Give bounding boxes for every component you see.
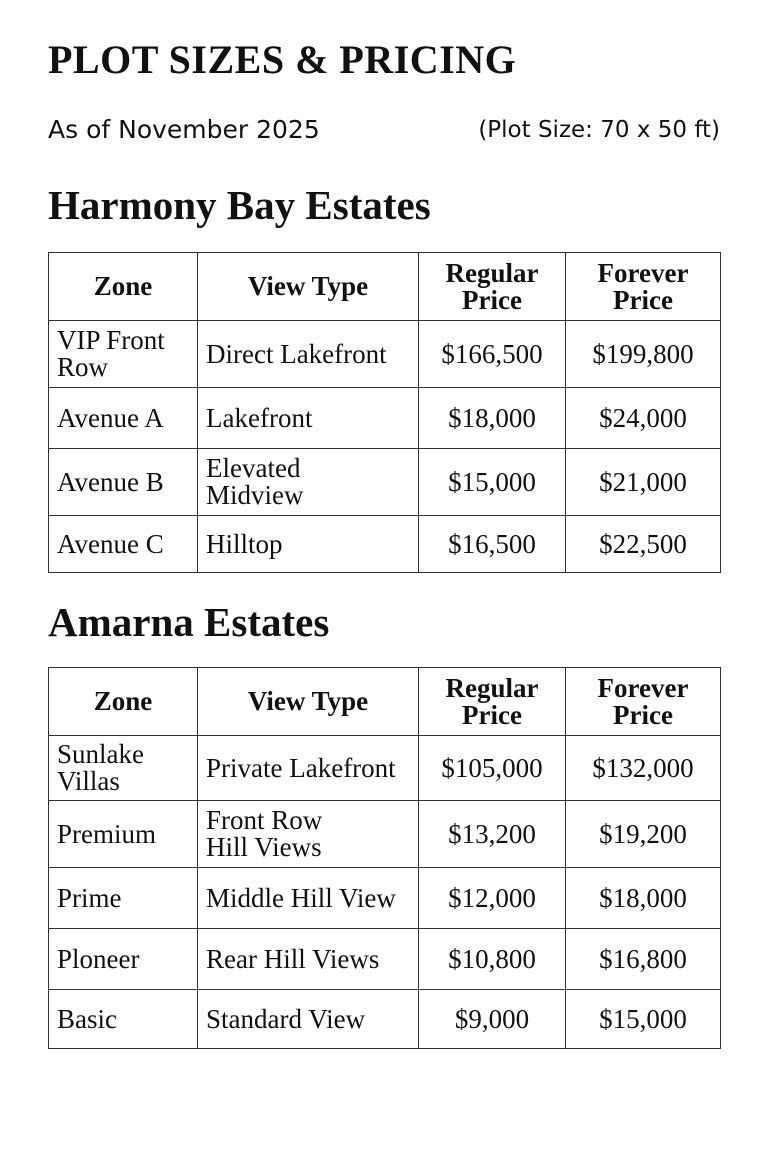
as-of-date: As of November 2025: [48, 115, 320, 144]
regular-price-cell: $18,000: [419, 388, 566, 449]
header-row: [49, 668, 721, 736]
view-type-cell: Private Lakefront: [198, 736, 419, 801]
column-header-zone: Zone: [49, 668, 198, 736]
table-row: [49, 990, 721, 1049]
regular-price-cell: $105,000: [419, 736, 566, 801]
column-header-view-type: View Type: [198, 253, 419, 321]
section-title-amarna: Amarna Estates: [48, 599, 330, 645]
view-type-cell: Elevated Midview: [198, 449, 419, 516]
zone-cell: Basic: [49, 990, 198, 1049]
table-row: [49, 321, 721, 388]
section-title-harmony-bay: Harmony Bay Estates: [48, 182, 431, 228]
pricing-table-harmony-bay: [48, 252, 721, 573]
column-header-forever-price: Forever Price: [566, 253, 721, 321]
forever-price-cell: $132,000: [566, 736, 721, 801]
forever-price-cell: $16,800: [566, 929, 721, 990]
regular-price-cell: $15,000: [419, 449, 566, 516]
table-row: [49, 801, 721, 868]
view-type-cell: Standard View: [198, 990, 419, 1049]
column-header-zone: Zone: [49, 253, 198, 321]
zone-cell: Avenue C: [49, 516, 198, 573]
regular-price-cell: $166,500: [419, 321, 566, 388]
zone-cell: Avenue B: [49, 449, 198, 516]
header-row: [49, 253, 721, 321]
view-type-cell: Middle Hill View: [198, 868, 419, 929]
plot-size-note: (Plot Size: 70 x 50 ft): [478, 117, 720, 143]
regular-price-cell: $16,500: [419, 516, 566, 573]
table-header: [49, 668, 721, 736]
zone-cell: Ploneer: [49, 929, 198, 990]
column-header-regular-price: Regular Price: [419, 668, 566, 736]
regular-price-cell: $10,800: [419, 929, 566, 990]
zone-cell: Avenue A: [49, 388, 198, 449]
table-row: [49, 388, 721, 449]
table-row: [49, 929, 721, 990]
forever-price-cell: $21,000: [566, 449, 721, 516]
column-header-forever-price: Forever Price: [566, 668, 721, 736]
view-type-cell: Hilltop: [198, 516, 419, 573]
forever-price-cell: $22,500: [566, 516, 721, 573]
table-header: [49, 253, 721, 321]
zone-cell: Prime: [49, 868, 198, 929]
forever-price-cell: $19,200: [566, 801, 721, 868]
regular-price-cell: $9,000: [419, 990, 566, 1049]
column-header-regular-price: Regular Price: [419, 253, 566, 321]
view-type-cell: Direct Lakefront: [198, 321, 419, 388]
forever-price-cell: $18,000: [566, 868, 721, 929]
view-type-cell: Front Row Hill Views: [198, 801, 419, 868]
forever-price-cell: $24,000: [566, 388, 721, 449]
table-row: [49, 516, 721, 573]
regular-price-cell: $12,000: [419, 868, 566, 929]
table-row: [49, 449, 721, 516]
view-type-cell: Rear Hill Views: [198, 929, 419, 990]
view-type-cell: Lakefront: [198, 388, 419, 449]
forever-price-cell: $199,800: [566, 321, 721, 388]
zone-cell: Premium: [49, 801, 198, 868]
zone-cell: VIP Front Row: [49, 321, 198, 388]
pricing-table-amarna: [48, 667, 721, 1049]
regular-price-cell: $13,200: [419, 801, 566, 868]
table-row: [49, 736, 721, 801]
page-title: PLOT SIZES & PRICING: [48, 37, 517, 82]
forever-price-cell: $15,000: [566, 990, 721, 1049]
column-header-view-type: View Type: [198, 668, 419, 736]
table-row: [49, 868, 721, 929]
zone-cell: Sunlake Villas: [49, 736, 198, 801]
